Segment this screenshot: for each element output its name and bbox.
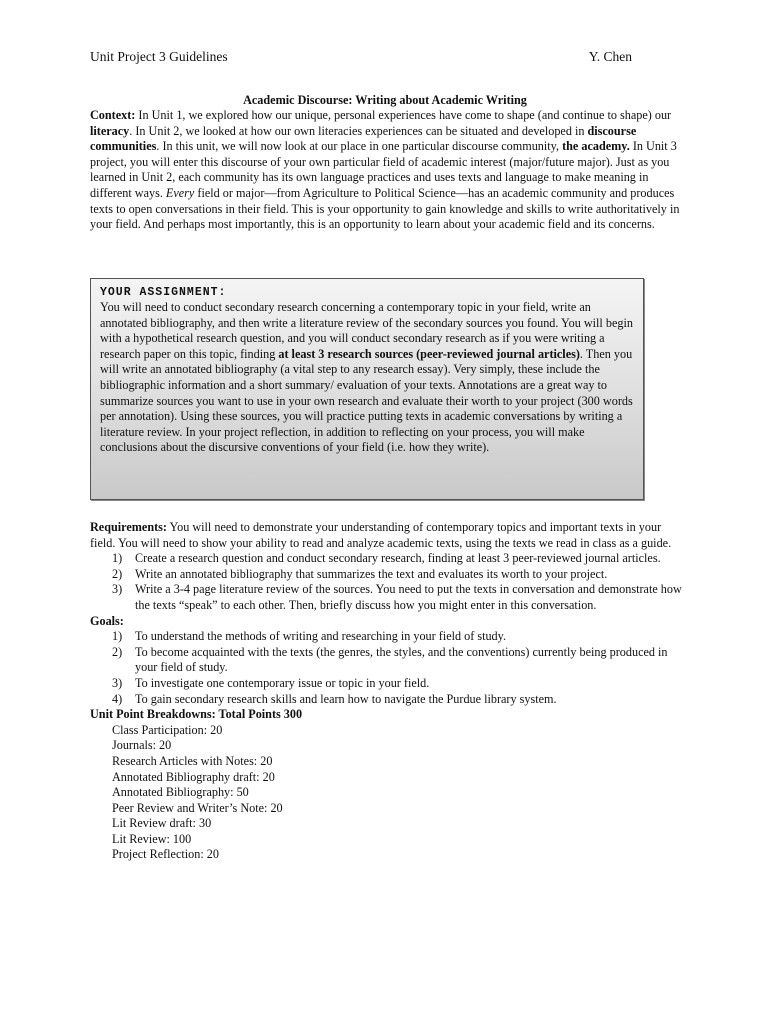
requirements-label: Requirements: — [90, 520, 167, 534]
list-item: Peer Review and Writer’s Note: 20 — [112, 800, 283, 815]
list-number: 1) — [112, 629, 123, 644]
list-item-text: To become acquainted with the texts (the genres, the styles, and the conventions) currently being produced in your field of study. — [135, 644, 668, 675]
requirements-paragraph — [90, 520, 684, 551]
points-label: Unit Point Breakdowns: Total Points 300 — [90, 707, 303, 722]
list-item — [90, 629, 684, 645]
assignment-text-1: You will need to conduct secondary research concerning a contemporary topic in your field, write an annotated bibliography, and then write a literature review of the secondary sources you found. You will begin with a hypothetical research question, and you will conduct secondary research as if you were writing a research paper on this topic, finding — [100, 300, 633, 361]
list-number: 1) — [112, 551, 123, 566]
context-text-4: In Unit 3 project, you will enter this discourse of your own particular field of academic interest (major/future major). Just as you learned in Unit 2, each community has its own language practices and uses texts and language to make meaning in different ways. — [90, 139, 677, 200]
list-item-text: Write a 3-4 page literature review of the sources. You need to put the texts in conversation and demonstrate how the texts “speak” to each other. Then, briefly discuss how you might enter in this conversation. — [135, 582, 682, 612]
context-label: Context: — [90, 108, 136, 122]
context-every: Every — [165, 185, 195, 200]
list-item: Lit Review draft: 30 — [112, 816, 212, 831]
goals-label: Goals: — [90, 613, 124, 628]
list-item: Annotated Bibliography: 50 — [112, 785, 249, 800]
context-discourse-communities: discourse communities — [90, 123, 637, 154]
assignment-sources-requirement: at least 3 research sources (peer-reviewed journal articles) — [278, 346, 580, 361]
list-item: Annotated Bibliography draft: 20 — [112, 769, 275, 784]
context-text-2: . In Unit 2, we looked at how our own literacies experiences can be situated and developed in — [129, 123, 588, 138]
list-item-text: To investigate one contemporary issue or topic in your field. — [135, 675, 430, 690]
list-item — [90, 567, 684, 583]
assignment-text-2: . Then you will write an annotated bibliography (a vital step to any research essay). Very simply, these include the bibliographic information and a short summary/ evaluation of your texts. Annotations are a great way to summarize sources you want to use in your own research and evaluate their worth to your project (300 words per annotation). Using these sources, you will practice putting texts in academic conversations by writing a literature review. In your project reflection, in addition to reflecting on your process, you will make conclusions about the discursive conventions of your field (i.e. how they write). — [100, 346, 633, 455]
list-number: 4) — [112, 691, 123, 706]
context-literacy: literacy — [90, 123, 130, 138]
assignment-heading: YOUR ASSIGNMENT: — [100, 286, 227, 299]
list-item-text: Write an annotated bibliography that summarizes the text and evaluates its worth to your project. — [135, 566, 608, 581]
context-paragraph — [90, 108, 684, 233]
context-text-1: In Unit 1, we explored how our unique, personal experiences have come to shape (and continue to shape) our — [135, 108, 672, 122]
header-title: Unit Project 3 Guidelines — [90, 49, 228, 64]
list-item-text: To understand the methods of writing and researching in your field of study. — [135, 629, 507, 644]
list-number: 3) — [112, 675, 123, 690]
context-text-5: field or major—from Agriculture to Political Science—has an academic community and produces texts to open conversations in their field. This is your opportunity to gain knowledge and skills to write authoritatively in your field. And perhaps most importantly, this is an opportunity to learn about your academic field and its concerns. — [90, 185, 680, 232]
list-item: Lit Review: 100 — [112, 831, 192, 846]
list-number: 3) — [112, 582, 123, 597]
list-number: 2) — [112, 644, 123, 659]
list-number: 2) — [112, 566, 123, 581]
goals-list — [90, 629, 684, 707]
list-item: Journals: 20 — [112, 738, 172, 753]
context-the-academy: the academy. — [562, 139, 630, 154]
list-item — [90, 692, 684, 708]
list-item: Research Articles with Notes: 20 — [112, 753, 273, 768]
list-item-text: Create a research question and conduct secondary research, finding at least 3 peer-reviewed journal articles. — [135, 551, 661, 566]
list-item-text: To gain secondary research skills and learn how to navigate the Purdue library system. — [135, 691, 557, 706]
points-list — [90, 723, 684, 863]
requirements-intro: You will need to demonstrate your understanding of contemporary topics and important texts in your field. You will need to show your ability to read and analyze academic texts, using the texts we read in class as a guide. — [90, 520, 672, 550]
header-author: Y. Chen — [588, 49, 632, 64]
list-item: Project Reflection: 20 — [112, 847, 219, 862]
context-text-3: . In this unit, we will now look at our place in one particular discourse community, — [156, 139, 563, 154]
assignment-text — [100, 300, 633, 456]
requirements-section — [90, 520, 684, 863]
list-item — [90, 645, 684, 676]
list-item — [90, 582, 684, 613]
assignment-box — [90, 278, 644, 500]
requirements-list — [90, 551, 684, 613]
document-title: Academic Discourse: Writing about Academic Writing — [243, 93, 527, 107]
list-item — [90, 551, 684, 567]
list-item: Class Participation: 20 — [112, 722, 223, 737]
list-item — [90, 676, 684, 692]
